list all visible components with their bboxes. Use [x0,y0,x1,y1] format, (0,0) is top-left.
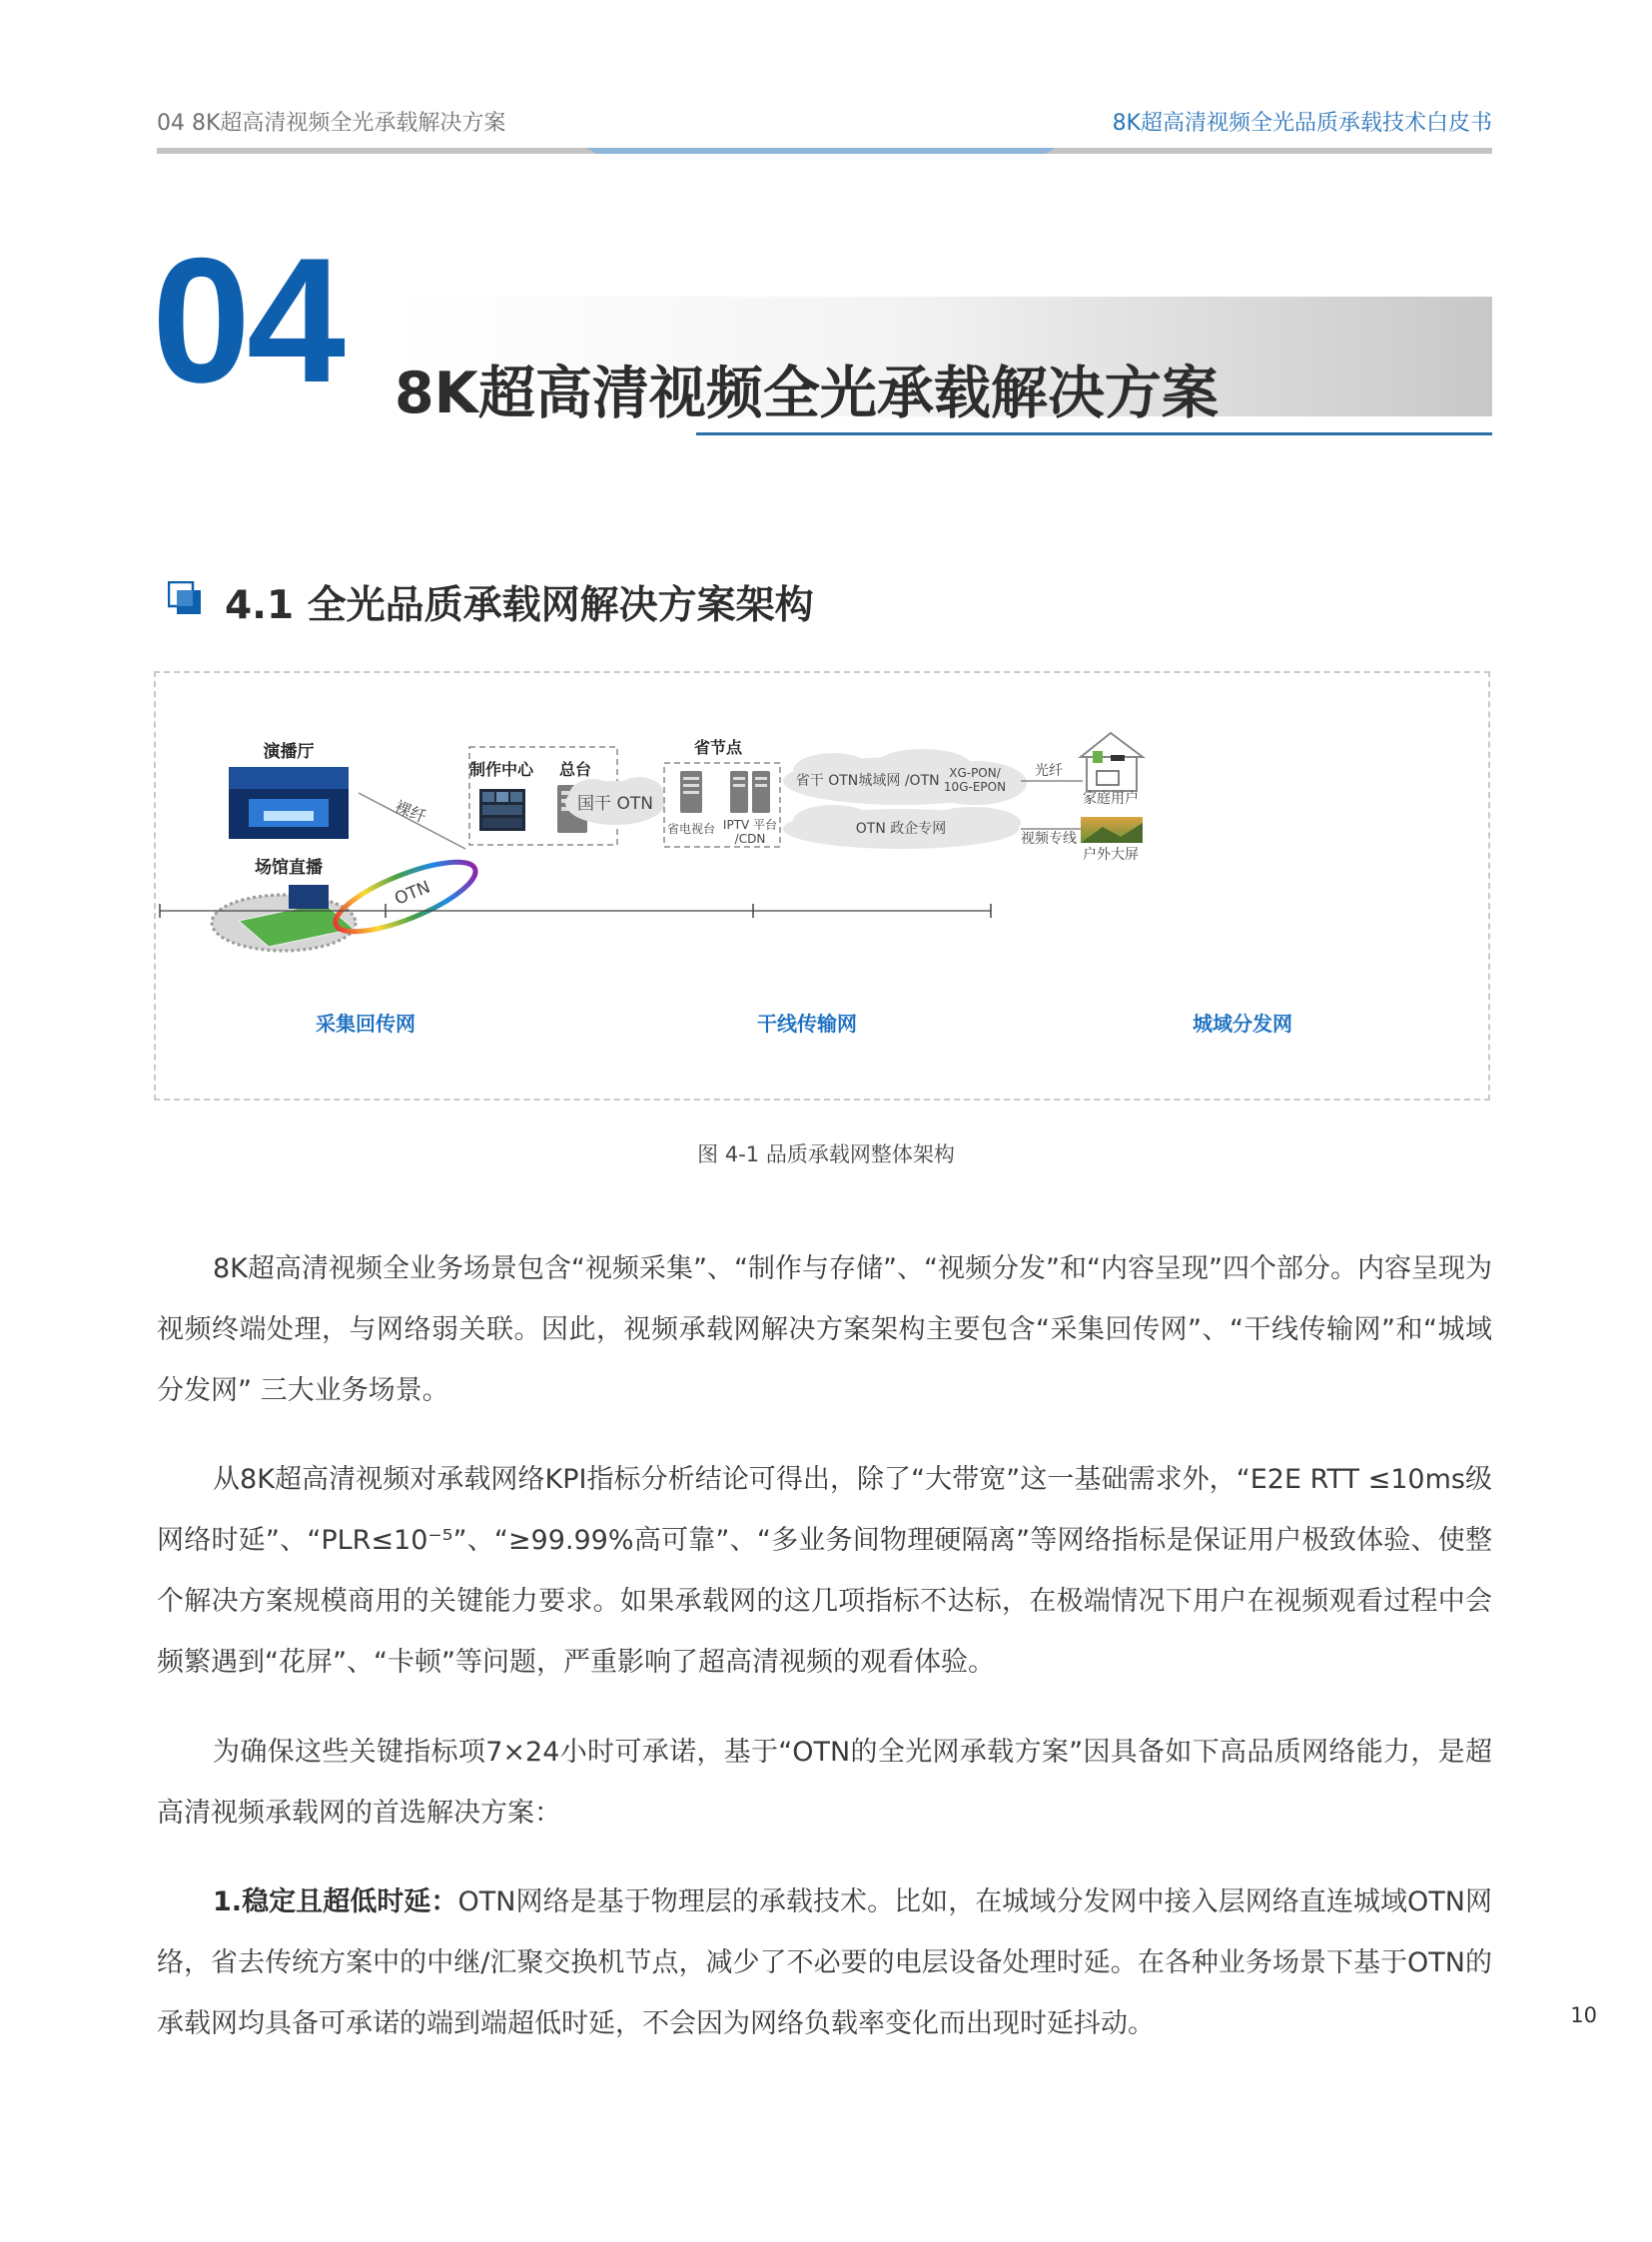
page-number: 10 [1570,2003,1597,2027]
running-header-chapter: 04 8K超高清视频全光承载解决方案 [157,111,506,136]
label-province-otn: 省干 OTN [795,773,859,789]
chapter-title: 8K超高清视频全光承载解决方案 [395,361,1219,426]
studio-image [229,767,349,839]
label-pon-2: 10G-EPON [943,780,1007,794]
chapter-title-underline [696,432,1492,435]
paragraph-low-latency [157,1871,1492,2054]
segment-collect-label: 采集回传网 [310,1008,421,1037]
label-province-node: 省节点 [693,738,743,757]
section-square-icon [168,581,202,615]
label-venue: 场馆直播 [255,858,323,878]
header-rule [157,147,1492,155]
label-metro-otn: 城域网 /OTN [858,773,940,789]
label-studio: 演播厅 [263,742,315,762]
label-iptv: IPTV 平台 [722,818,778,832]
figure-caption: 图 4-1 品质承载网整体架构 [697,1142,955,1166]
paragraph-kpi: 从8K超高清视频对承载网络KPI指标分析结论可得出，除了“大带宽”这一基础需求外，“E2E RTT ≤10ms级网络时延”、“PLR≤10⁻⁵”、“≥99.99%高可靠”、“多业务间物理硬隔离”等网络指标是保证用户极致体验、使整个解决方案规模商用的关键能力要求。如果承载网的这几项指标不达标，在极端情况下用户在视频观看过程中会频繁遇到“花屏”、“卡顿”等问题，严重影响了超高清视频的观看体验。 [157,1464,1492,1678]
home-icon [1081,733,1143,791]
segment-metro-label: 城域分发网 [1187,1008,1298,1037]
chapter-number: 04 [152,221,342,419]
label-gov-otn: OTN 政企专网 [855,821,947,837]
label-backbone-otn: 国干 OTN [577,794,653,814]
paragraph-low-latency-lead: 1.稳定且超低时延： [213,1886,458,1917]
label-pon-1: XG-PON/ [949,766,1001,780]
paragraph-solution-intro: 为确保这些关键指标项7×24小时可承诺，基于“OTN的全光网承载方案”因具备如下高品质网络能力，是超高清视频承载网的首选解决方案： [157,1737,1492,1829]
monitor-wall-image [479,789,525,831]
outdoor-screen-image [1081,817,1143,843]
label-province-tv: 省电视台 [666,822,716,836]
server-icon-iptv [730,771,770,813]
label-cdn: /CDN [734,832,766,846]
section-title: 4.1 全光品质承载网解决方案架构 [225,583,814,628]
label-bare-fiber: 裸纤 [392,797,429,827]
label-otn-ring: OTN [392,877,433,910]
paragraph-scenarios: 8K超高清视频全业务场景包含“视频采集”、“制作与存储”、“视频分发”和“内容呈现”四个部分。内容呈现为视频终端处理，与网络弱关联。因此，视频承载网解决方案架构主要包含“采集回传网”、“干线传输网”和“城域分发网” 三大业务场景。 [157,1253,1492,1406]
segment-trunk-label: 干线传输网 [751,1008,863,1037]
paragraph-low-latency-text: OTN网络是基于物理层的承载技术。比如，在城域分发网中接入层网络直连城域OTN网络，省去传统方案中的中继/汇聚交换机节点，减少了不必要的电层设备处理时延。在各种业务场景下基于OTN的承载网均具备可承诺的端到端超低时延，不会因为网络负载率变化而出现时延抖动。 [157,1886,1492,2039]
label-master-control: 总台 [558,760,592,779]
label-video-line: 视频专线 [1021,831,1077,847]
label-outdoor-screen: 户外大屏 [1083,847,1139,863]
label-home-user: 家庭用户 [1083,791,1139,807]
running-header-document-title: 8K超高清视频全光品质承载技术白皮书 [1112,111,1492,136]
server-icon-province-tv [680,771,702,813]
label-production-center: 制作中心 [468,760,534,779]
label-fiber: 光纤 [1035,763,1063,779]
